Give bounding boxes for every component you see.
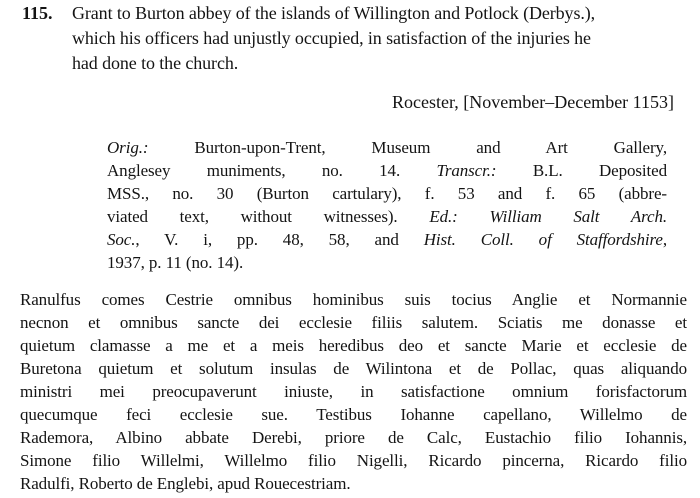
sources-line-1 bbox=[107, 137, 667, 159]
sources-text: , bbox=[662, 230, 667, 249]
sources-text: Anglesey muniments, no. 14. bbox=[107, 161, 437, 180]
text-line: quietum clamasse a me et a meis heredibus deo et sancte Marie et ecclesie de bbox=[20, 336, 687, 355]
sources-line-5 bbox=[107, 229, 667, 251]
edition-title: Hist. Coll. of Staffordshire bbox=[423, 230, 663, 249]
sources-text: Burton-upon-Trent, Museum and Art Gallery, bbox=[148, 138, 667, 157]
text-line: Radulfi, Roberto de Englebi, apud Rouecestriam. bbox=[20, 474, 351, 493]
heading-line-2: which his officers had unjustly occupied, in satisfaction of the injuries he bbox=[72, 28, 591, 48]
transcr-label: Transcr.: bbox=[436, 161, 497, 180]
sources-text: , V. i, pp. 48, 58, and bbox=[135, 230, 424, 249]
text-line: necnon et omnibus sancte dei ecclesie filiis salutem. Sciatis me donasse et bbox=[20, 313, 687, 332]
heading-line-1: Grant to Burton abbey of the islands of Willington and Potlock (Derbys.), bbox=[72, 3, 596, 23]
text-line: ministri mei preocupaverunt iniuste, in satisfactione omnium forisfactorum bbox=[20, 382, 687, 401]
text-line: Ranulfus comes Cestrie omnibus hominibus suis tocius Anglie et Normannie bbox=[20, 290, 687, 309]
sources-line-4 bbox=[107, 206, 667, 228]
text-line: Simone filio Willelmi, Willelmo filio Nigelli, Ricardo pincerna, Ricardo filio bbox=[20, 451, 687, 470]
edition-title: William Salt Arch. bbox=[489, 207, 668, 226]
sources-text: B.L. Deposited bbox=[496, 161, 667, 180]
text-line: Buretona quietum et solutum insulas de Wilintona et de Pollac, quas aliquando bbox=[20, 359, 687, 378]
ed-label: Ed.: bbox=[429, 207, 458, 226]
edition-title: Soc. bbox=[107, 230, 136, 249]
place-date: Rocester, [November–December 1153] bbox=[392, 92, 674, 112]
sources-text bbox=[458, 207, 490, 226]
orig-label: Orig.: bbox=[107, 138, 149, 157]
text-line: quecumque feci ecclesie sue. Testibus Iohanne capellano, Willelmo de bbox=[20, 405, 687, 424]
sources-line-3: MSS., no. 30 (Burton cartulary), f. 53 and f. 65 (abbre- bbox=[107, 184, 667, 203]
text-line: Rademora, Albino abbate Derebi, priore de Calc, Eustachio filio Iohannis, bbox=[20, 428, 687, 447]
sources-line-2 bbox=[107, 160, 667, 182]
heading-line-3: had done to the church. bbox=[72, 53, 239, 73]
sources-line-6: 1937, p. 11 (no. 14). bbox=[107, 253, 244, 272]
charter-number: 115. bbox=[22, 3, 53, 23]
sources-text: viated text, without witnesses). bbox=[107, 207, 430, 226]
